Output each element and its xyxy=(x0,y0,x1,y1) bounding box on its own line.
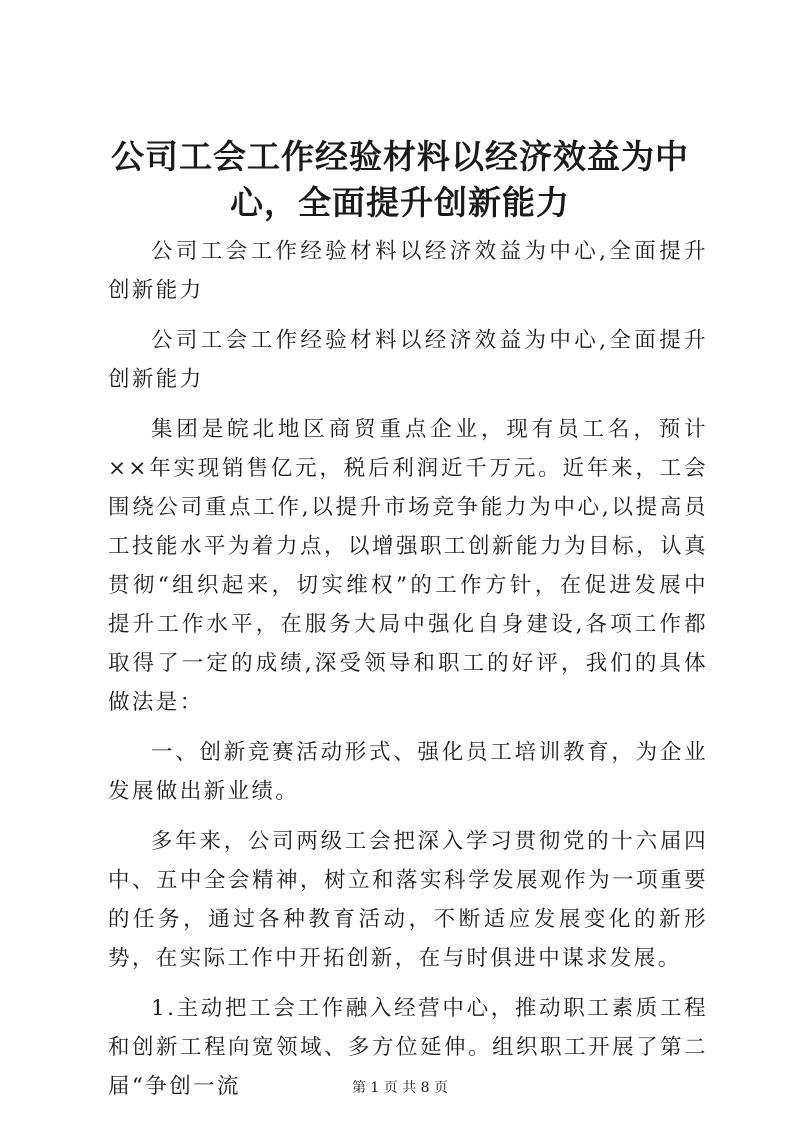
paragraph: 1.主动把工会工作融入经营中心，推动职工素质工程和创新工程向宽领域、多方位延伸。组织职工开展了第二届“争创一流 xyxy=(108,996,708,1099)
document-body xyxy=(108,232,708,1117)
paragraph: 集团是皖北地区商贸重点企业，现有员工名，预计××年实现销售亿元，税后利润近千万元。近年来，工会围绕公司重点工作,以提升市场竞争能力为中心,以提高员工技能水平为着力点，以增强职工创新能力为目标，认真贯彻“组织起来，切实维权”的工作方针，在促进发展中提升工作水平，在服务大局中强化自身建设,各项工作都取得了一定的成绩,深受领导和职工的好评，我们的具体做法是： xyxy=(108,417,708,715)
paragraph: 一、创新竞赛活动形式、强化员工培训教育，为企业发展做出新业绩。 xyxy=(108,740,708,804)
document-title: 公司工会工作经验材料以经济效益为中心，全面提升创新能力 xyxy=(111,137,689,222)
paragraph: 多年来，公司两级工会把深入学习贯彻党的十六届四中、五中全会精神，树立和落实科学发展观作为一项重要的任务，通过各种教育活动，不断适应发展变化的新形势，在实际工作中开拓创新，在与时俱进中谋求发展。 xyxy=(108,829,708,971)
paragraph: 公司工会工作经验材料以经济效益为中心,全面提升创新能力 xyxy=(108,328,708,392)
paragraph: 公司工会工作经验材料以经济效益为中心,全面提升创新能力 xyxy=(108,239,708,303)
page-footer: 第 1 页 共 8 页 xyxy=(351,1080,449,1096)
